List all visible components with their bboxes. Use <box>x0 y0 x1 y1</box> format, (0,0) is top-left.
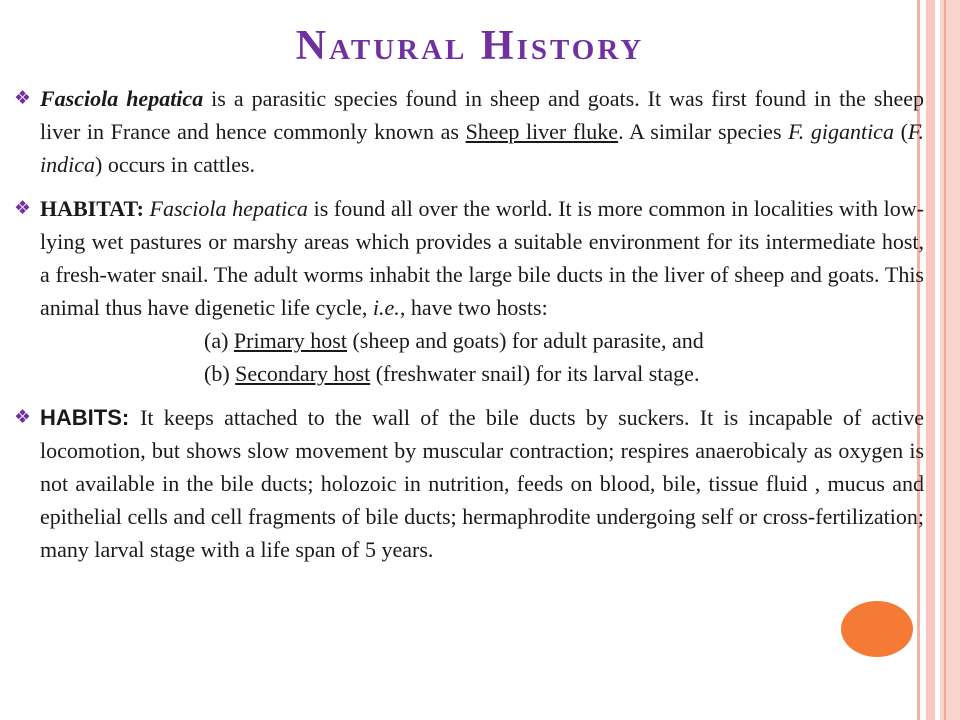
species-name: F. indica <box>40 119 924 177</box>
bullet-intro <box>14 82 924 181</box>
bullet-diamond-icon: ❖ <box>14 406 32 428</box>
bullet-habitat <box>14 192 924 390</box>
intro-text: is a parasitic species found in sheep and goats. It was first found in the sheep liver in France and hence commonly known as <box>40 86 925 144</box>
species-name: F. gigantica <box>788 119 894 144</box>
secondary-host-term: Secondary host <box>235 361 371 386</box>
stripe <box>926 0 935 720</box>
bullet-habits <box>14 401 924 566</box>
abbrev-ie: i.e. <box>372 295 400 320</box>
habits-heading: HABITS: <box>40 405 141 430</box>
species-name: Fasciola hepatica <box>40 86 204 111</box>
stripe <box>944 0 946 720</box>
common-name: Sheep liver fluke <box>465 119 619 144</box>
host-b-text: (freshwater snail) for its larval stage. <box>370 361 700 386</box>
species-name: Fasciola hepatica <box>149 196 308 221</box>
intro-text: ) occurs in cattles. <box>95 152 256 177</box>
habitat-text: , have two hosts: <box>399 295 548 320</box>
host-a-text: (sheep and goats) for adult parasite, and <box>346 328 704 353</box>
slide-title: Natural History <box>295 23 645 69</box>
bullet-diamond-icon: ❖ <box>14 197 32 219</box>
habitat-heading: HABITAT: <box>40 196 150 221</box>
list-prefix: (b) <box>204 361 236 386</box>
intro-text: . A similar species <box>618 119 789 144</box>
intro-text: ( <box>893 119 908 144</box>
bullet-diamond-icon: ❖ <box>14 87 32 109</box>
host-b-line <box>40 357 924 390</box>
host-a-line <box>40 324 924 357</box>
habits-text: It keeps attached to the wall of the bile ducts by suckers. It is incapable of active locomotion, but shows slow movement by muscular contraction; respires anaerobicaly as oxygen is not available in the bile ducts; holozoic in nutrition, feeds on blood, bile, tissue fluid , mucus and epithelial cells and cell fragments of bile ducts; hermaphrodite undergoing self or cross-fertilization; many larval stage with a life span of 5 years. <box>40 405 925 562</box>
decorative-circle <box>841 601 913 657</box>
stripe <box>940 0 960 720</box>
list-prefix: (a) <box>204 328 234 353</box>
habitat-text: is found all over the world. It is more common in localities with low-lying wet pastures or marshy areas which provides a suitable environment for its intermediate host, a fresh-water snail. The adult worms inhabit the large bile ducts in the liver of sheep and goats. This animal thus have digenetic life cycle, <box>40 196 924 320</box>
slide-body <box>14 82 924 577</box>
primary-host-term: Primary host <box>233 328 347 353</box>
